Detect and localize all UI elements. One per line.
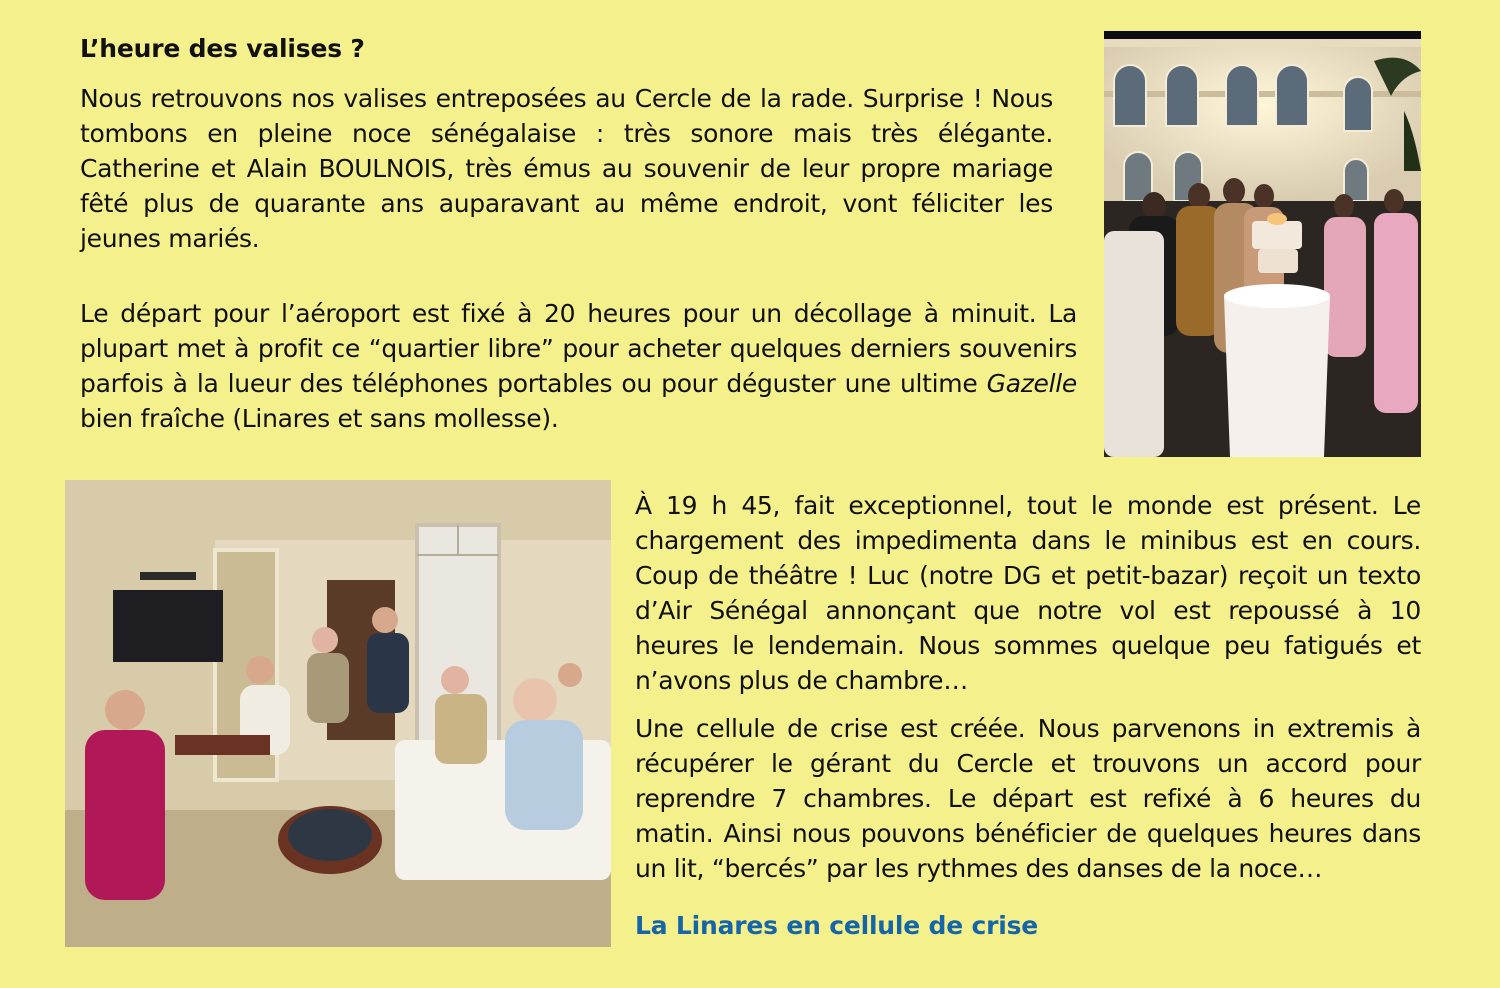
paragraph-arrival: Nous retrouvons nos valises entreposées au Cercle de la rade. Surprise ! Nous tombons en pleine noce sénégalaise : très sonore mais très élégante. Catherine et Alain BOULNOIS, très émus au souvenir de leur propre mariage fêté plus de quarante ans auparavant au même endroit, vont féliciter les jeunes mariés. xyxy=(80,84,1053,253)
section-heading: L’heure des valises ? xyxy=(80,34,365,63)
paragraph-departure xyxy=(80,296,1077,436)
beer-name: Gazelle xyxy=(986,369,1077,398)
paragraph-departure-text-1: Le départ pour l’aéroport est fixé à 20 heures pour un décollage à minuit. La plupart met à profit ce “quartier libre” pour acheter quelques derniers souvenirs parfois à la lueur des téléphones portables ou pour déguster une ultime xyxy=(80,299,1077,398)
wedding-photo xyxy=(1104,31,1421,457)
paragraph-departure-text-2: bien fraîche (Linares et sans mollesse). xyxy=(80,404,559,433)
photo-caption: La Linares en cellule de crise xyxy=(635,911,1039,940)
crisis-room-photo xyxy=(65,480,611,947)
paragraph-crisis: Une cellule de crise est créée. Nous parvenons in extremis à récupérer le gérant du Cercle et trouvons un accord pour reprendre 7 chambres. Le départ est refixé à 6 heures du matin. Ainsi nous pouvons bénéficier de quelques heures dans un lit, “bercés” par les rythmes des danses de la noce… xyxy=(635,714,1421,883)
paragraph-delay: À 19 h 45, fait exceptionnel, tout le monde est présent. Le chargement des impedimenta dans le minibus est en cours. Coup de théâtre ! Luc (notre DG et petit-bazar) reçoit un texto d’Air Sénégal annonçant que notre vol est repoussé à 10 heures le lendemain. Nous sommes quelque peu fatigués et n’avons plus de chambre… xyxy=(635,491,1421,695)
